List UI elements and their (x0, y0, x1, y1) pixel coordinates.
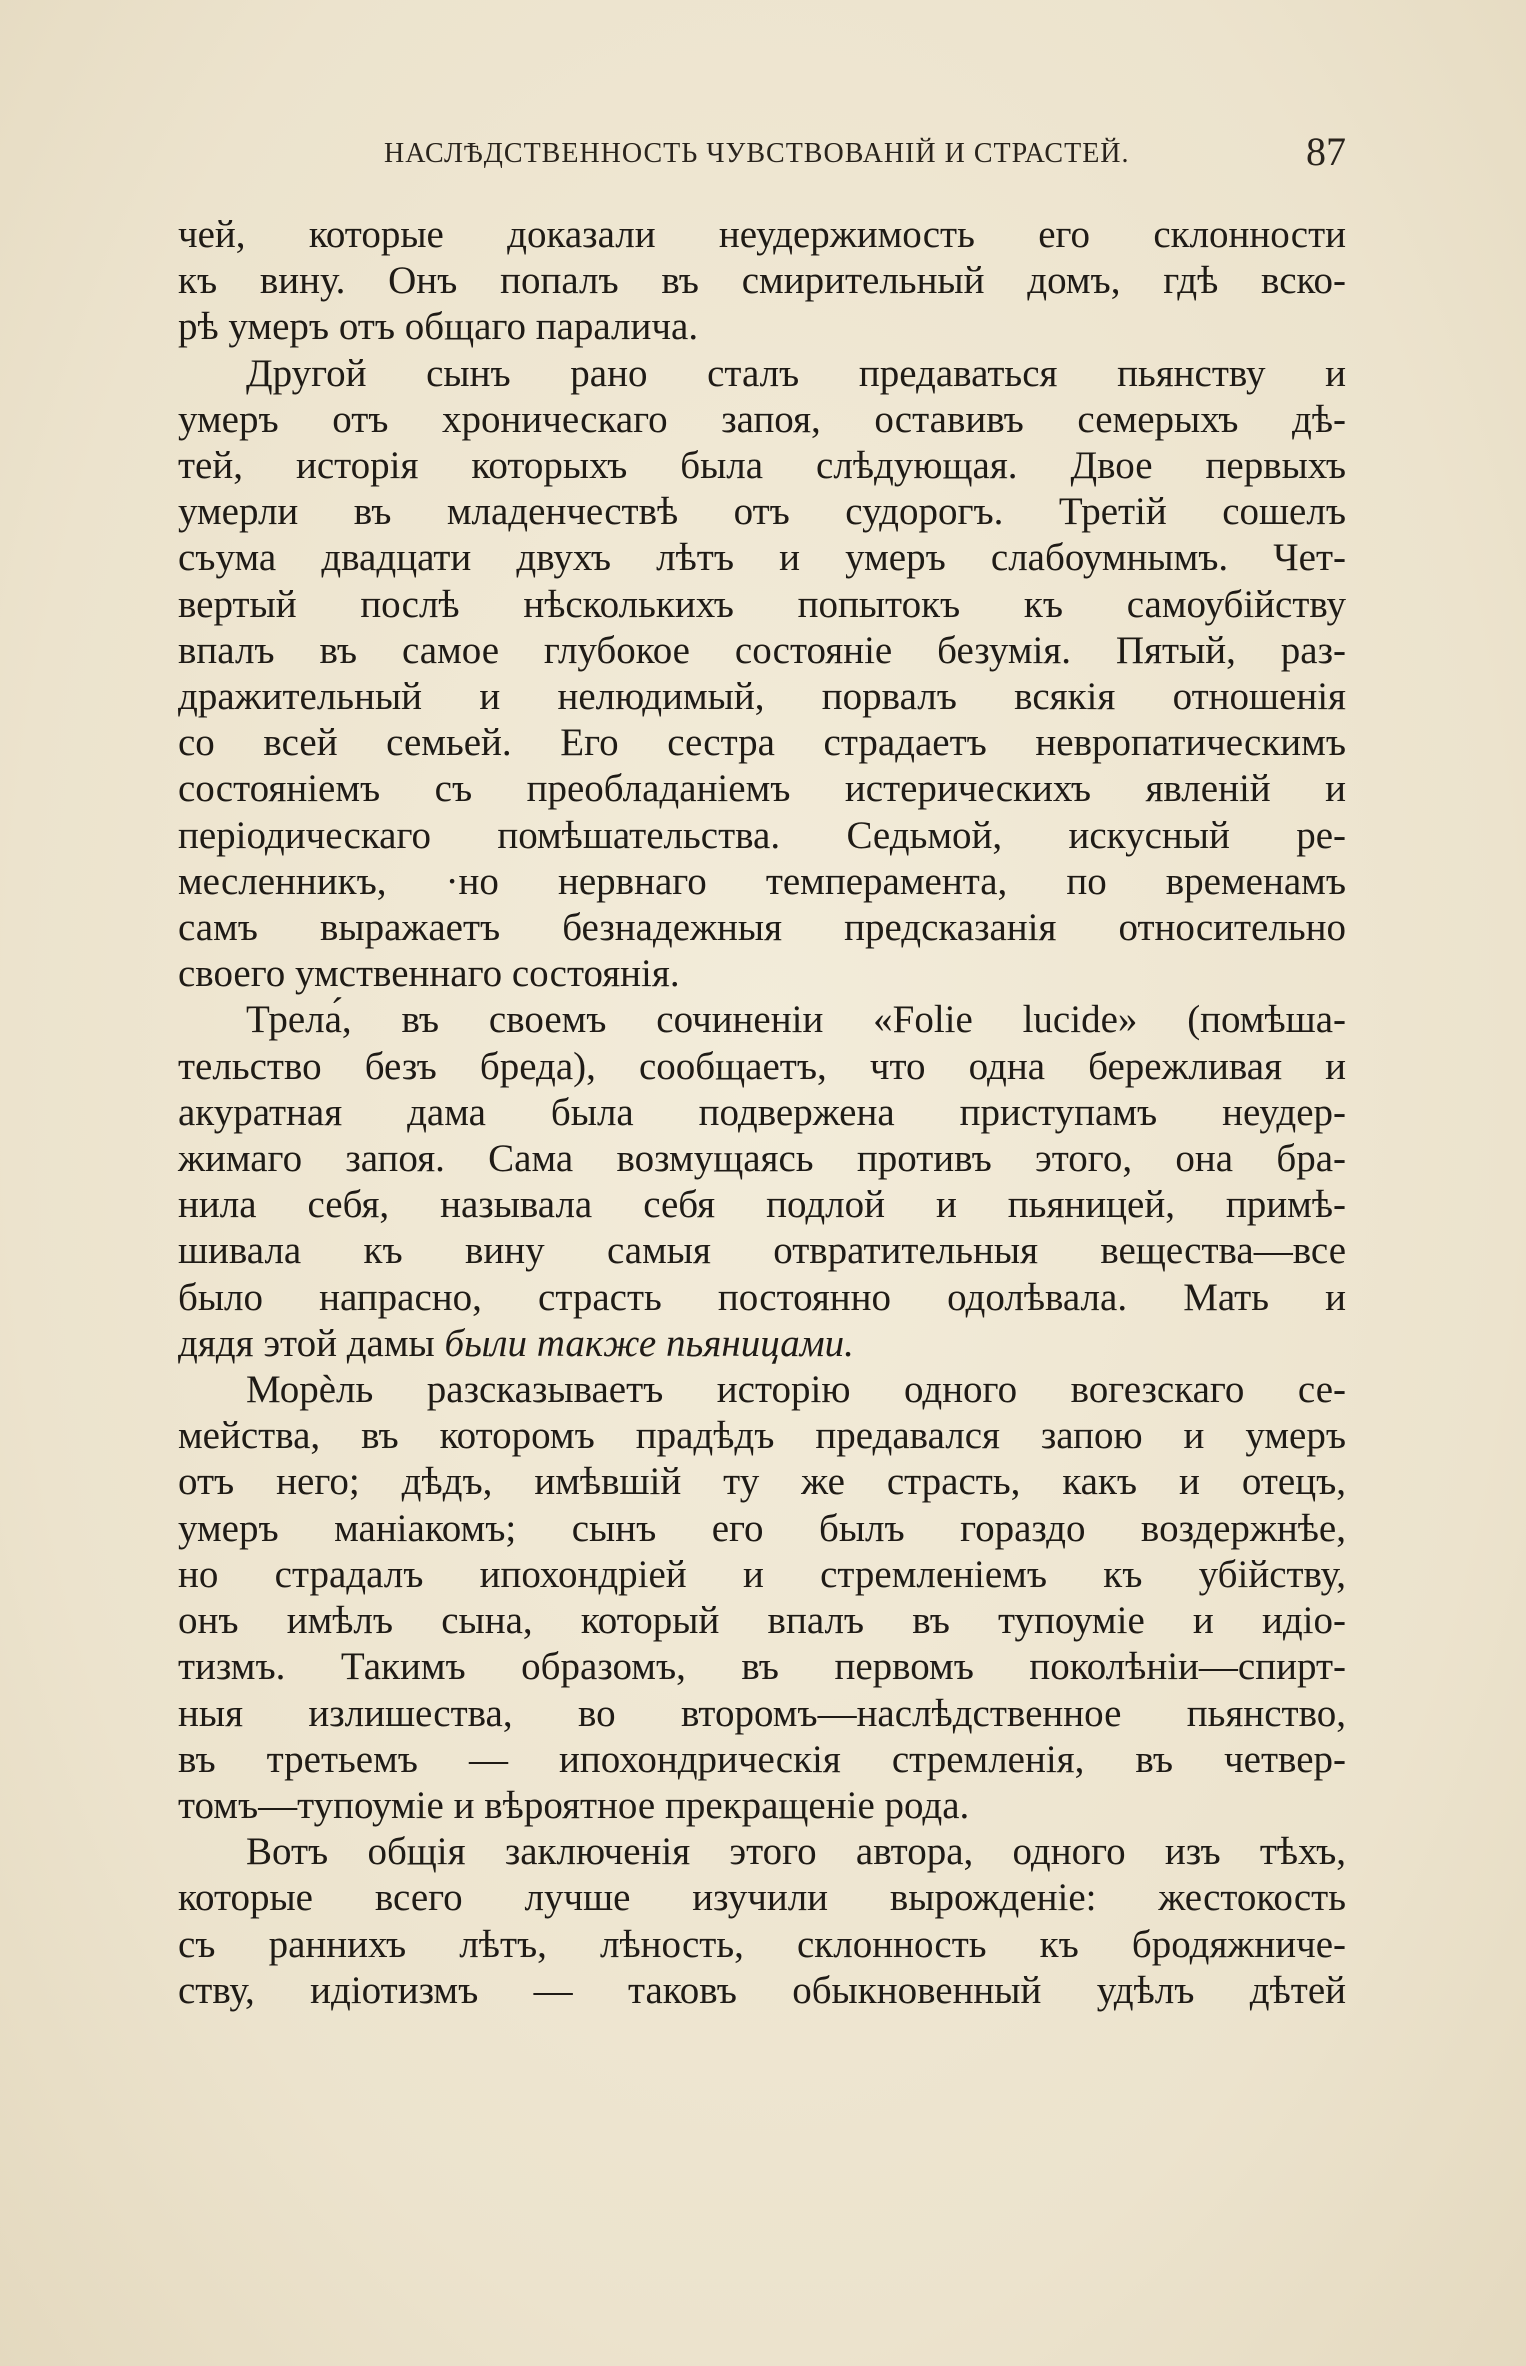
text-line: съума двадцати двухъ лѣтъ и умеръ слабоумнымъ. Чет- (178, 536, 1346, 580)
text-line: шивала къ вину самыя отвратительныя вещества—все (178, 1229, 1346, 1273)
text-line: нила себя, называла себя подлой и пьяницей, примѣ- (178, 1183, 1346, 1227)
text-line: со всей семьей. Его сестра страдаетъ невропатическимъ (178, 721, 1346, 765)
text-line: ству, идіотизмъ — таковъ обыкновенный удѣлъ дѣтей (178, 1968, 1346, 2012)
text-line: состояніемъ съ преобладаніемъ истерическихъ явленій и (178, 767, 1346, 811)
text-line: умерли въ младенчествѣ отъ судорогъ. Третій сошелъ (178, 490, 1346, 534)
text-line: месленникъ, ·но нервнаго темперамента, по временамъ (178, 859, 1346, 903)
text-line: умеръ отъ хроническаго запоя, оставивъ семерыхъ дѣ- (178, 397, 1346, 441)
text-line: которые всего лучше изучили вырожденіе: жестокость (178, 1876, 1346, 1920)
paragraph-2 (178, 351, 1346, 998)
paragraph-3 (178, 997, 1346, 1367)
text-line: томъ—тупоуміе и вѣроятное прекращеніе рода. (178, 1783, 970, 1827)
text-line: Морѐль разсказываетъ исторію одного вогезскаго се- (246, 1368, 1346, 1412)
text-line: Другой сынъ рано сталъ предаваться пьянству и (246, 351, 1346, 395)
text-line: дражительный и нелюдимый, порвалъ всякія отношенія (178, 675, 1346, 719)
text-line: ныя излишества, во второмъ—наслѣдственное пьянство, (178, 1691, 1346, 1735)
text-line: отъ него; дѣдъ, имѣвшій ту же страсть, какъ и отецъ, (178, 1460, 1346, 1504)
text-line: но страдалъ ипохондріей и стремленіемъ къ убійству, (178, 1552, 1346, 1596)
text-line: тей, исторія которыхъ была слѣдующая. Двое первыхъ (178, 444, 1346, 488)
paragraph-4 (178, 1367, 1346, 1829)
text-line: въ третьемъ — ипохондрическія стремленія, въ четвер- (178, 1737, 1346, 1781)
text-line: тизмъ. Такимъ образомъ, въ первомъ поколѣніи—спирт- (178, 1645, 1346, 1689)
text-line: чей, которые доказали неудержимость его склонности (178, 213, 1346, 256)
text-line: вертый послѣ нѣсколькихъ попытокъ къ самоубійству (178, 582, 1346, 626)
text-line (178, 1321, 1346, 1367)
text-line: Трела́, въ своемъ сочиненіи «Folie lucide» (помѣша- (246, 998, 1346, 1042)
text-line: онъ имѣлъ сына, который впалъ въ тупоуміе и идіо- (178, 1599, 1346, 1643)
paragraph-1 (178, 212, 1346, 351)
text-fragment: дядя этой дамы (178, 1321, 445, 1365)
text-line: своего умственнаго состоянія. (178, 952, 680, 996)
paragraph-5 (178, 1829, 1346, 2014)
text-line: акуратная дама была подвержена приступамъ неудер- (178, 1090, 1346, 1134)
text-line: періодическаго помѣшательства. Седьмой, искусный ре- (178, 813, 1346, 857)
text-line: жимаго запоя. Сама возмущаясь противъ этого, она бра- (178, 1137, 1346, 1181)
body-text (178, 212, 1346, 2014)
text-line: мейства, въ которомъ прадѣдъ предавался запою и умеръ (178, 1414, 1346, 1458)
text-line: тельство безъ бреда), сообщаетъ, что одна бережливая и (178, 1044, 1346, 1088)
text-line: Вотъ общія заключенія этого автора, одного изъ тѣхъ, (246, 1830, 1346, 1874)
italic-emphasis: были также пьяницами. (444, 1321, 854, 1365)
page-number: 87 (1306, 129, 1346, 174)
text-line: рѣ умеръ отъ общаго паралича. (178, 305, 699, 349)
text-line: умеръ маніакомъ; сынъ его былъ гораздо воздержнѣе, (178, 1506, 1346, 1550)
text-line: впалъ въ самое глубокое состояніе безумія. Пятый, раз- (178, 628, 1346, 672)
text-line: было напрасно, страсть постоянно одолѣвала. Мать и (178, 1275, 1346, 1319)
page-header (178, 128, 1346, 176)
text-line: къ вину. Онъ попалъ въ смирительный домъ, гдѣ вско- (178, 259, 1346, 303)
text-line: съ раннихъ лѣтъ, лѣность, склонность къ бродяжниче- (178, 1922, 1346, 1966)
text-line: самъ выражаетъ безнадежныя предсказанія относительно (178, 906, 1346, 950)
running-title: НАСЛѢДСТВЕННОСТЬ ЧУВСТВОВАНІЙ И СТРАСТЕЙ. (384, 138, 1130, 169)
